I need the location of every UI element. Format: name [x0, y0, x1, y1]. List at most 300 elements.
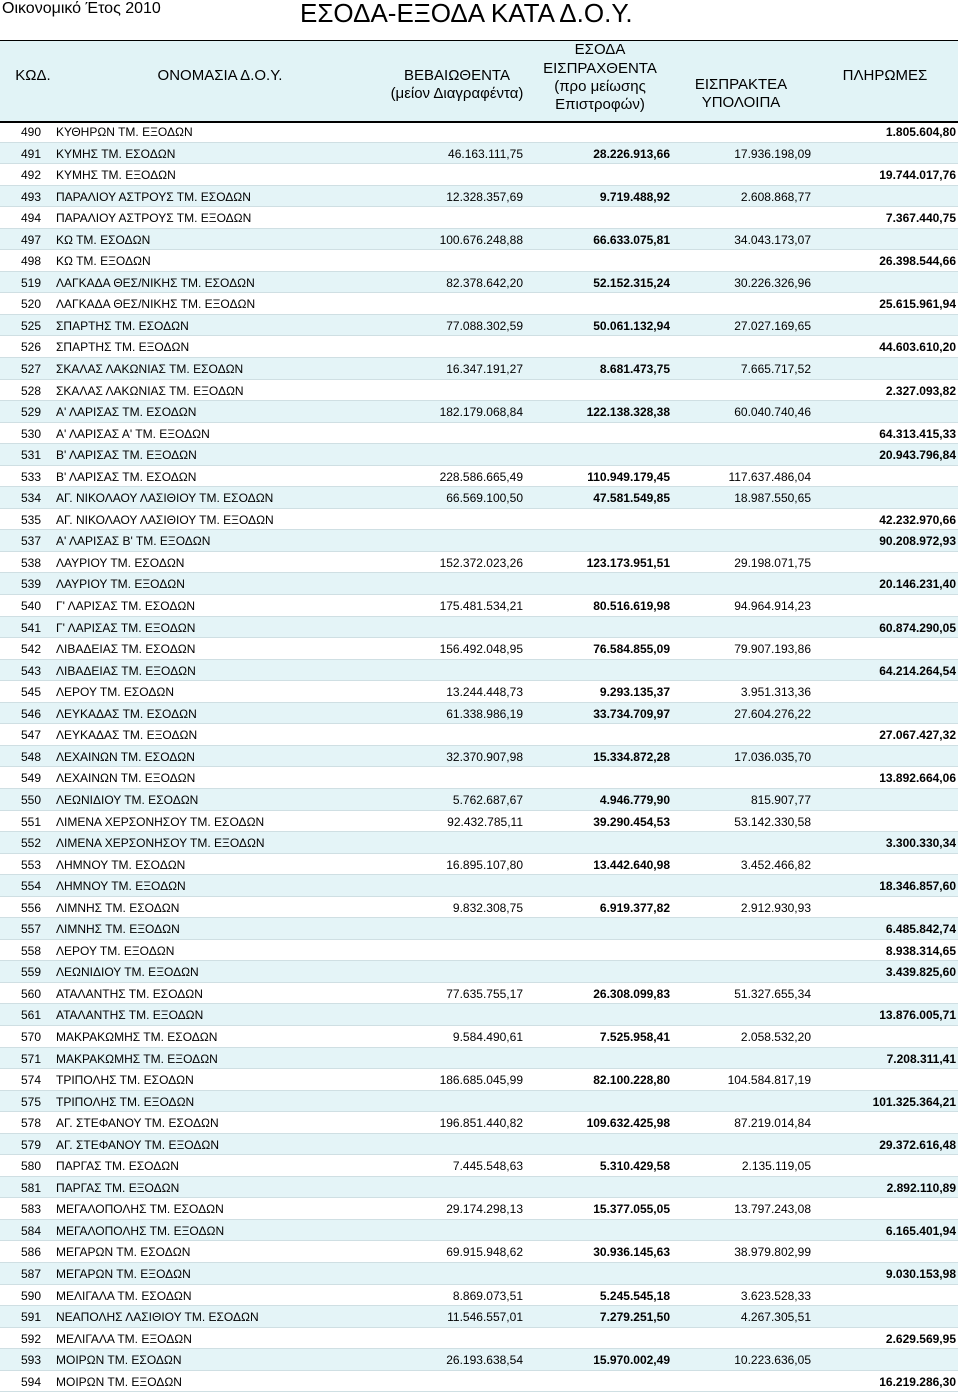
row-name: ΣΚΑΛΑΣ ΛΑΚΩΝΙΑΣ ΤΜ. ΕΣΟΔΩΝ — [56, 362, 244, 377]
row-payments: 6.485.842,74 — [885, 922, 956, 937]
row-code: 553 — [20, 857, 41, 872]
row-code: 575 — [20, 1094, 41, 1109]
row-assessed: 77.088.302,59 — [446, 318, 523, 333]
table-row — [0, 1263, 958, 1285]
row-name: ΤΡΙΠΟΛΗΣ ΤΜ. ΕΣΟΔΩΝ — [56, 1073, 194, 1088]
row-receivable: 17.936.198,09 — [734, 146, 811, 161]
row-payments: 7.367.440,75 — [885, 211, 956, 226]
row-code: 541 — [20, 620, 41, 635]
table-row — [0, 961, 958, 983]
row-payments: 64.313.415,33 — [879, 426, 956, 441]
table-row — [0, 1112, 958, 1134]
row-code: 529 — [20, 405, 41, 420]
row-code: 586 — [20, 1245, 41, 1260]
row-receivable: 104.584.817,19 — [727, 1073, 811, 1088]
row-assessed: 186.685.045,99 — [439, 1073, 523, 1088]
row-payments: 3.300.330,34 — [885, 836, 956, 851]
table-row — [0, 1091, 958, 1113]
row-assessed: 9.584.490,61 — [452, 1029, 523, 1044]
row-assessed: 66.569.100,50 — [446, 491, 523, 506]
header-eis-sub2: Επιστροφών) — [555, 96, 645, 113]
row-name: ΠΑΡΑΛΙΟΥ ΑΣΤΡΟΥΣ ΤΜ. ΕΣΟΔΩΝ — [56, 189, 251, 204]
table-row — [0, 1198, 958, 1220]
row-payments: 3.439.825,60 — [885, 965, 956, 980]
table-row — [0, 336, 958, 358]
header-payments: ΠΛΗΡΩΜΕΣ — [842, 67, 928, 84]
row-receivable: 815.907,77 — [750, 792, 811, 807]
row-receivable: 94.964.914,23 — [734, 599, 811, 614]
row-code: 530 — [20, 426, 41, 441]
row-collected: 15.377.055,05 — [593, 1202, 670, 1217]
row-name: ΛΕΥΚΑΔΑΣ ΤΜ. ΕΣΟΔΩΝ — [56, 706, 197, 721]
table-row — [0, 164, 958, 186]
row-code: 543 — [20, 663, 41, 678]
row-name: ΠΑΡΑΛΙΟΥ ΑΣΤΡΟΥΣ ΤΜ. ΕΞΟΔΩΝ — [56, 211, 252, 226]
row-code: 550 — [20, 792, 41, 807]
row-code: 590 — [20, 1288, 41, 1303]
row-name: ΛΕΧΑΙΝΩΝ ΤΜ. ΕΣΟΔΩΝ — [56, 749, 195, 764]
row-code: 497 — [20, 232, 41, 247]
table-row — [0, 1371, 958, 1392]
row-name: ΛΗΜΝΟΥ ΤΜ. ΕΞΟΔΩΝ — [56, 879, 186, 894]
table-row — [0, 121, 958, 143]
row-name: Γ' ΛΑΡΙΣΑΣ ΤΜ. ΕΞΟΔΩΝ — [56, 620, 196, 635]
row-name: ΛΕΩΝΙΔΙΟΥ ΤΜ. ΕΣΟΔΩΝ — [56, 792, 199, 807]
row-payments: 19.744.017,76 — [879, 168, 956, 183]
table-row — [0, 401, 958, 423]
row-assessed: 46.163.111,75 — [448, 146, 523, 161]
row-payments: 2.629.569,95 — [885, 1331, 956, 1346]
row-collected: 76.584.855,09 — [593, 642, 670, 657]
row-assessed: 9.832.308,75 — [452, 900, 523, 915]
row-receivable: 18.987.550,65 — [734, 491, 811, 506]
row-name: ΠΑΡΓΑΣ ΤΜ. ΕΞΟΔΩΝ — [56, 1180, 180, 1195]
row-receivable: 10.223.636,05 — [734, 1353, 811, 1368]
row-code: 593 — [20, 1353, 41, 1368]
row-code: 540 — [20, 599, 41, 614]
table-row — [0, 143, 958, 165]
row-payments: 20.943.796,84 — [879, 448, 956, 463]
row-name: ΛΙΜΝΗΣ ΤΜ. ΕΞΟΔΩΝ — [56, 922, 180, 937]
row-receivable: 13.797.243,08 — [734, 1202, 811, 1217]
row-collected: 123.173.951,51 — [586, 555, 670, 570]
row-code: 552 — [20, 836, 41, 851]
table-row — [0, 1328, 958, 1350]
row-payments: 26.398.544,66 — [879, 254, 956, 269]
row-name: ΣΠΑΡΤΗΣ ΤΜ. ΕΣΟΔΩΝ — [56, 318, 189, 333]
row-receivable: 51.327.655,34 — [734, 986, 811, 1001]
table-row — [0, 315, 958, 337]
table-row — [0, 1155, 958, 1177]
row-code: 528 — [20, 383, 41, 398]
row-code: 531 — [20, 448, 41, 463]
row-assessed: 16.895.107,80 — [446, 857, 523, 872]
row-name: Β' ΛΑΡΙΣΑΣ ΤΜ. ΕΣΟΔΩΝ — [56, 469, 197, 484]
row-payments: 13.892.664,06 — [879, 771, 956, 786]
row-code: 519 — [20, 275, 41, 290]
row-code: 584 — [20, 1223, 41, 1238]
row-payments: 2.327.093,82 — [885, 383, 956, 398]
row-collected: 8.681.473,75 — [599, 362, 670, 377]
row-name: Α' ΛΑΡΙΣΑΣ Α' ΤΜ. ΕΞΟΔΩΝ — [56, 426, 210, 441]
row-name: ΑΓ. ΝΙΚΟΛΑΟΥ ΛΑΣΙΘΙΟΥ ΤΜ. ΕΞΟΔΩΝ — [56, 512, 274, 527]
row-assessed: 196.851.440,82 — [439, 1116, 523, 1131]
row-collected: 9.719.488,92 — [599, 189, 670, 204]
row-payments: 9.030.153,98 — [885, 1266, 956, 1281]
row-payments: 27.067.427,32 — [879, 728, 956, 743]
row-payments: 29.372.616,48 — [879, 1137, 956, 1152]
row-name: ΜΕΓΑΡΩΝ ΤΜ. ΕΞΟΔΩΝ — [56, 1266, 191, 1281]
table-row — [0, 897, 958, 919]
row-name: ΚΩ ΤΜ. ΕΣΟΔΩΝ — [56, 232, 151, 247]
table-row — [0, 1026, 958, 1048]
row-code: 537 — [20, 534, 41, 549]
row-receivable: 30.226.326,96 — [734, 275, 811, 290]
row-assessed: 11.546.557,01 — [447, 1310, 523, 1325]
row-payments: 44.603.610,20 — [879, 340, 956, 355]
row-name: ΝΕΑΠΟΛΗΣ ΛΑΣΙΘΙΟΥ ΤΜ. ΕΣΟΔΩΝ — [56, 1310, 259, 1325]
row-code: 570 — [20, 1029, 41, 1044]
row-code: 580 — [20, 1159, 41, 1174]
table-row — [0, 250, 958, 272]
row-payments: 16.219.286,30 — [879, 1374, 956, 1389]
row-assessed: 16.347.191,27 — [446, 362, 523, 377]
row-collected: 13.442.640,98 — [593, 857, 670, 872]
row-name: ΠΑΡΓΑΣ ΤΜ. ΕΣΟΔΩΝ — [56, 1159, 179, 1174]
row-code: 547 — [20, 728, 41, 743]
row-code: 526 — [20, 340, 41, 355]
row-code: 527 — [20, 362, 41, 377]
row-name: Β' ΛΑΡΙΣΑΣ ΤΜ. ΕΞΟΔΩΝ — [56, 448, 197, 463]
row-name: ΚΩ ΤΜ. ΕΞΟΔΩΝ — [56, 254, 151, 269]
table-row — [0, 1177, 958, 1199]
row-receivable: 7.665.717,52 — [740, 362, 811, 377]
row-collected: 5.310.429,58 — [599, 1159, 670, 1174]
row-name: ΜΕΛΙΓΑΛΑ ΤΜ. ΕΞΟΔΩΝ — [56, 1331, 192, 1346]
row-name: ΛΕΡΟΥ ΤΜ. ΕΞΟΔΩΝ — [56, 943, 175, 958]
row-payments: 7.208.311,41 — [886, 1051, 956, 1066]
row-code: 542 — [20, 642, 41, 657]
row-name: ΛΙΒΑΔΕΙΑΣ ΤΜ. ΕΞΟΔΩΝ — [56, 663, 196, 678]
table-header — [0, 40, 958, 123]
table-row — [0, 681, 958, 703]
header-ypo2: ΥΠΟΛΟΙΠΑ — [701, 94, 781, 111]
row-assessed: 69.915.948,62 — [446, 1245, 523, 1260]
row-collected: 4.946.779,90 — [599, 792, 670, 807]
row-code: 554 — [20, 879, 41, 894]
row-assessed: 182.179.068,84 — [439, 405, 523, 420]
row-receivable: 3.452.466,82 — [740, 857, 811, 872]
row-name: ΛΑΥΡΙΟΥ ΤΜ. ΕΣΟΔΩΝ — [56, 555, 185, 570]
row-code: 490 — [20, 125, 41, 139]
table-row — [0, 789, 958, 811]
row-name: ΜΕΛΙΓΑΛΑ ΤΜ. ΕΣΟΔΩΝ — [56, 1288, 192, 1303]
header-name: ΟΝΟΜΑΣΙΑ Δ.Ο.Υ. — [157, 67, 283, 84]
row-collected: 9.293.135,37 — [599, 685, 670, 700]
page-header — [0, 0, 960, 40]
row-collected: 5.245.545,18 — [599, 1288, 670, 1303]
row-assessed: 61.338.986,19 — [446, 706, 523, 721]
row-receivable: 17.036.035,70 — [734, 749, 811, 764]
row-assessed: 29.174.298,13 — [446, 1202, 523, 1217]
row-code: 494 — [20, 211, 41, 226]
table-row — [0, 811, 958, 833]
row-assessed: 32.370.907,98 — [446, 749, 523, 764]
row-code: 520 — [20, 297, 41, 312]
row-payments: 18.346.857,60 — [879, 879, 956, 894]
row-collected: 6.919.377,82 — [599, 900, 670, 915]
row-receivable: 2.058.532,20 — [740, 1029, 811, 1044]
row-code: 559 — [20, 965, 41, 980]
row-name: ΛΗΜΝΟΥ ΤΜ. ΕΣΟΔΩΝ — [56, 857, 186, 872]
table-row — [0, 1349, 958, 1371]
table-row — [0, 444, 958, 466]
table-row — [0, 1004, 958, 1026]
row-code: 579 — [20, 1137, 41, 1152]
row-payments: 60.874.290,05 — [879, 620, 956, 635]
row-code: 557 — [20, 922, 41, 937]
row-collected: 7.279.251,50 — [599, 1310, 670, 1325]
row-name: ΚΥΜΗΣ ΤΜ. ΕΞΟΔΩΝ — [56, 168, 176, 183]
row-receivable: 4.267.305,51 — [740, 1310, 811, 1325]
header-eis: ΕΙΣΠΡΑΧΘΕΝΤΑ — [543, 60, 657, 77]
table-row — [0, 358, 958, 380]
row-name: ΣΚΑΛΑΣ ΛΑΚΩΝΙΑΣ ΤΜ. ΕΞΟΔΩΝ — [56, 383, 244, 398]
row-name: ΚΥΜΗΣ ΤΜ. ΕΣΟΔΩΝ — [56, 146, 176, 161]
header-beb-sub: (μείον Διαγραφέντα) — [390, 85, 524, 102]
row-payments: 13.876.005,71 — [879, 1008, 956, 1023]
row-collected: 50.061.132,94 — [593, 318, 670, 333]
row-code: 574 — [20, 1073, 41, 1088]
table-row — [0, 617, 958, 639]
row-name: ΑΤΑΛΑΝΤΗΣ ΤΜ. ΕΞΟΔΩΝ — [56, 1008, 204, 1023]
row-collected: 30.936.145,63 — [593, 1245, 670, 1260]
row-code: 591 — [20, 1310, 41, 1325]
row-receivable: 117.637.486,04 — [728, 469, 811, 484]
row-code: 498 — [20, 254, 41, 269]
row-name: ΛΑΥΡΙΟΥ ΤΜ. ΕΞΟΔΩΝ — [56, 577, 185, 592]
row-assessed: 156.492.048,95 — [439, 642, 523, 657]
table-row — [0, 1285, 958, 1307]
row-assessed: 77.635.755,17 — [446, 986, 523, 1001]
row-collected: 122.138.328,38 — [586, 405, 670, 420]
row-assessed: 92.432.785,11 — [447, 814, 523, 829]
row-assessed: 13.244.448,73 — [446, 685, 523, 700]
row-receivable: 29.198.071,75 — [734, 555, 811, 570]
row-code: 535 — [20, 512, 41, 527]
row-collected: 33.734.709,97 — [593, 706, 670, 721]
row-name: ΤΡΙΠΟΛΗΣ ΤΜ. ΕΞΟΔΩΝ — [56, 1094, 195, 1109]
row-receivable: 2.912.930,93 — [740, 900, 811, 915]
row-name: Α' ΛΑΡΙΣΑΣ Β' ΤΜ. ΕΞΟΔΩΝ — [56, 534, 211, 549]
row-payments: 42.232.970,66 — [879, 512, 956, 527]
row-name: ΣΠΑΡΤΗΣ ΤΜ. ΕΞΟΔΩΝ — [56, 340, 190, 355]
row-code: 558 — [20, 943, 41, 958]
row-receivable: 2.608.868,77 — [740, 189, 811, 204]
row-name: ΛΙΒΑΔΕΙΑΣ ΤΜ. ΕΣΟΔΩΝ — [56, 642, 196, 657]
row-code: 539 — [20, 577, 41, 592]
row-code: 533 — [20, 469, 41, 484]
row-receivable: 2.135.119,05 — [741, 1159, 811, 1174]
row-collected: 15.970.002,49 — [593, 1353, 670, 1368]
row-name: ΛΕΡΟΥ ΤΜ. ΕΣΟΔΩΝ — [56, 685, 175, 700]
row-payments: 90.208.972,93 — [879, 534, 956, 549]
row-code: 581 — [20, 1180, 41, 1195]
row-payments: 1.805.604,80 — [885, 125, 956, 139]
row-receivable: 79.907.193,86 — [734, 642, 811, 657]
row-collected: 80.516.619,98 — [593, 599, 670, 614]
row-receivable: 60.040.740,46 — [734, 405, 811, 420]
row-assessed: 7.445.548,63 — [452, 1159, 523, 1174]
row-payments: 25.615.961,94 — [879, 297, 956, 312]
row-collected: 15.334.872,28 — [593, 749, 670, 764]
table-row — [0, 207, 958, 229]
header-code: ΚΩΔ. — [15, 67, 51, 84]
table-body — [0, 121, 958, 1392]
row-code: 583 — [20, 1202, 41, 1217]
table-row — [0, 186, 958, 208]
table-row — [0, 1048, 958, 1070]
row-code: 534 — [20, 491, 41, 506]
row-name: ΑΓ. ΣΤΕΦΑΝΟΥ ΤΜ. ΕΣΟΔΩΝ — [56, 1116, 219, 1131]
table-row — [0, 1241, 958, 1263]
row-name: ΜΟΙΡΩΝ ΤΜ. ΕΞΟΔΩΝ — [56, 1374, 182, 1389]
table-row — [0, 487, 958, 509]
row-name: ΛΕΥΚΑΔΑΣ ΤΜ. ΕΞΟΔΩΝ — [56, 728, 198, 743]
row-code: 545 — [20, 685, 41, 700]
table-row — [0, 918, 958, 940]
table-row — [0, 380, 958, 402]
row-assessed: 26.193.638,54 — [446, 1353, 523, 1368]
row-receivable: 87.219.014,84 — [734, 1116, 811, 1131]
row-assessed: 8.869.073,51 — [452, 1288, 523, 1303]
row-name: ΑΤΑΛΑΝΤΗΣ ΤΜ. ΕΣΟΔΩΝ — [56, 986, 203, 1001]
row-name: ΛΙΜΝΗΣ ΤΜ. ΕΣΟΔΩΝ — [56, 900, 180, 915]
table-row — [0, 724, 958, 746]
row-name: ΚΥΘΗΡΩΝ ΤΜ. ΕΞΟΔΩΝ — [56, 125, 193, 139]
row-receivable: 34.043.173,07 — [734, 232, 811, 247]
row-code: 549 — [20, 771, 41, 786]
row-name: Γ' ΛΑΡΙΣΑΣ ΤΜ. ΕΣΟΔΩΝ — [56, 599, 196, 614]
row-receivable: 3.623.528,33 — [740, 1288, 811, 1303]
row-payments: 64.214.264,54 — [879, 663, 956, 678]
row-code: 551 — [20, 814, 41, 829]
row-code: 492 — [20, 168, 41, 183]
table-row — [0, 552, 958, 574]
row-assessed: 100.676.248,88 — [439, 232, 523, 247]
row-name: ΜΕΓΑΡΩΝ ΤΜ. ΕΣΟΔΩΝ — [56, 1245, 191, 1260]
row-name: ΛΑΓΚΑΔΑ ΘΕΣ/ΝΙΚΗΣ ΤΜ. ΕΣΟΔΩΝ — [56, 275, 255, 290]
row-receivable: 38.979.802,99 — [734, 1245, 811, 1260]
row-assessed: 5.762.687,67 — [452, 792, 523, 807]
row-collected: 109.632.425,98 — [586, 1116, 670, 1131]
row-assessed: 152.372.023,26 — [439, 555, 523, 570]
row-name: ΜΟΙΡΩΝ ΤΜ. ΕΣΟΔΩΝ — [56, 1353, 182, 1368]
row-assessed: 12.328.357,69 — [446, 189, 523, 204]
row-receivable: 27.027.169,65 — [734, 318, 811, 333]
row-code: 594 — [20, 1374, 41, 1389]
row-code: 561 — [20, 1008, 41, 1023]
table-row — [0, 854, 958, 876]
table-row — [0, 1220, 958, 1242]
row-code: 538 — [20, 555, 41, 570]
table-row — [0, 272, 958, 294]
table-row — [0, 983, 958, 1005]
table-row — [0, 229, 958, 251]
row-collected: 52.152.315,24 — [593, 275, 670, 290]
row-collected: 110.949.179,45 — [587, 469, 670, 484]
row-name: ΜΑΚΡΑΚΩΜΗΣ ΤΜ. ΕΞΟΔΩΝ — [56, 1051, 218, 1066]
row-collected: 7.525.958,41 — [599, 1029, 670, 1044]
row-code: 571 — [20, 1051, 41, 1066]
row-payments: 101.325.364,21 — [872, 1094, 956, 1109]
table-row — [0, 746, 958, 768]
table-row — [0, 293, 958, 315]
row-code: 556 — [20, 900, 41, 915]
row-name: ΜΕΓΑΛΟΠΟΛΗΣ ΤΜ. ΕΞΟΔΩΝ — [56, 1223, 225, 1238]
row-code: 546 — [20, 706, 41, 721]
table-row — [0, 509, 958, 531]
row-name: Α' ΛΑΡΙΣΑΣ ΤΜ. ΕΣΟΔΩΝ — [56, 405, 197, 420]
row-code: 548 — [20, 749, 41, 764]
table-row — [0, 1134, 958, 1156]
row-code: 592 — [20, 1331, 41, 1346]
header-eis-sub1: (προ μείωσης — [554, 78, 646, 95]
table-row — [0, 940, 958, 962]
row-name: ΛΕΧΑΙΝΩΝ ΤΜ. ΕΞΟΔΩΝ — [56, 771, 196, 786]
fiscal-year-label: Οικονομικό Έτος 2010 — [2, 0, 161, 17]
table-row — [0, 595, 958, 617]
row-code: 493 — [20, 189, 41, 204]
header-esoda: ΕΣΟΔΑ — [574, 41, 626, 58]
row-code: 587 — [20, 1266, 41, 1281]
row-receivable: 27.604.276,22 — [734, 706, 811, 721]
row-payments: 20.146.231,40 — [879, 577, 956, 592]
table-row — [0, 1069, 958, 1091]
row-assessed: 228.586.665,49 — [439, 469, 523, 484]
table-row — [0, 466, 958, 488]
row-collected: 82.100.228,80 — [593, 1073, 670, 1088]
table-row — [0, 423, 958, 445]
row-name: ΜΑΚΡΑΚΩΜΗΣ ΤΜ. ΕΣΟΔΩΝ — [56, 1029, 218, 1044]
row-name: ΛΙΜΕΝΑ ΧΕΡΣΟΝΗΣΟΥ ΤΜ. ΕΣΟΔΩΝ — [56, 814, 265, 829]
row-payments: 6.165.401,94 — [885, 1223, 956, 1238]
row-code: 491 — [20, 146, 41, 161]
table-row — [0, 832, 958, 854]
table-row — [0, 767, 958, 789]
row-code: 560 — [20, 986, 41, 1001]
row-collected: 26.308.099,83 — [593, 986, 670, 1001]
row-name: ΛΕΩΝΙΔΙΟΥ ΤΜ. ΕΞΟΔΩΝ — [56, 965, 199, 980]
table-row — [0, 875, 958, 897]
row-name: ΛΑΓΚΑΔΑ ΘΕΣ/ΝΙΚΗΣ ΤΜ. ΕΞΟΔΩΝ — [56, 297, 256, 312]
row-receivable: 53.142.330,58 — [734, 814, 811, 829]
row-assessed: 82.378.642,20 — [446, 275, 523, 290]
row-payments: 8.938.314,65 — [885, 943, 956, 958]
row-collected: 39.290.454,53 — [593, 814, 670, 829]
table-row — [0, 638, 958, 660]
row-name: ΑΓ. ΝΙΚΟΛΑΟΥ ΛΑΣΙΘΙΟΥ ΤΜ. ΕΣΟΔΩΝ — [56, 491, 274, 506]
header-beb: ΒΕΒΑΙΩΘΕΝΤΑ — [404, 67, 510, 84]
row-name: ΑΓ. ΣΤΕΦΑΝΟΥ ΤΜ. ΕΞΟΔΩΝ — [56, 1137, 219, 1152]
table-row — [0, 703, 958, 725]
row-collected: 47.581.549,85 — [593, 491, 670, 506]
page-title: ΕΣΟΔΑ-ΕΞΟΔΑ ΚΑΤΑ Δ.Ο.Υ. — [300, 0, 633, 28]
row-name: ΜΕΓΑΛΟΠΟΛΗΣ ΤΜ. ΕΣΟΔΩΝ — [56, 1202, 224, 1217]
row-assessed: 175.481.534,21 — [439, 599, 523, 614]
header-ypo1: ΕΙΣΠΡΑΚΤΕΑ — [694, 76, 788, 93]
table-row — [0, 530, 958, 552]
